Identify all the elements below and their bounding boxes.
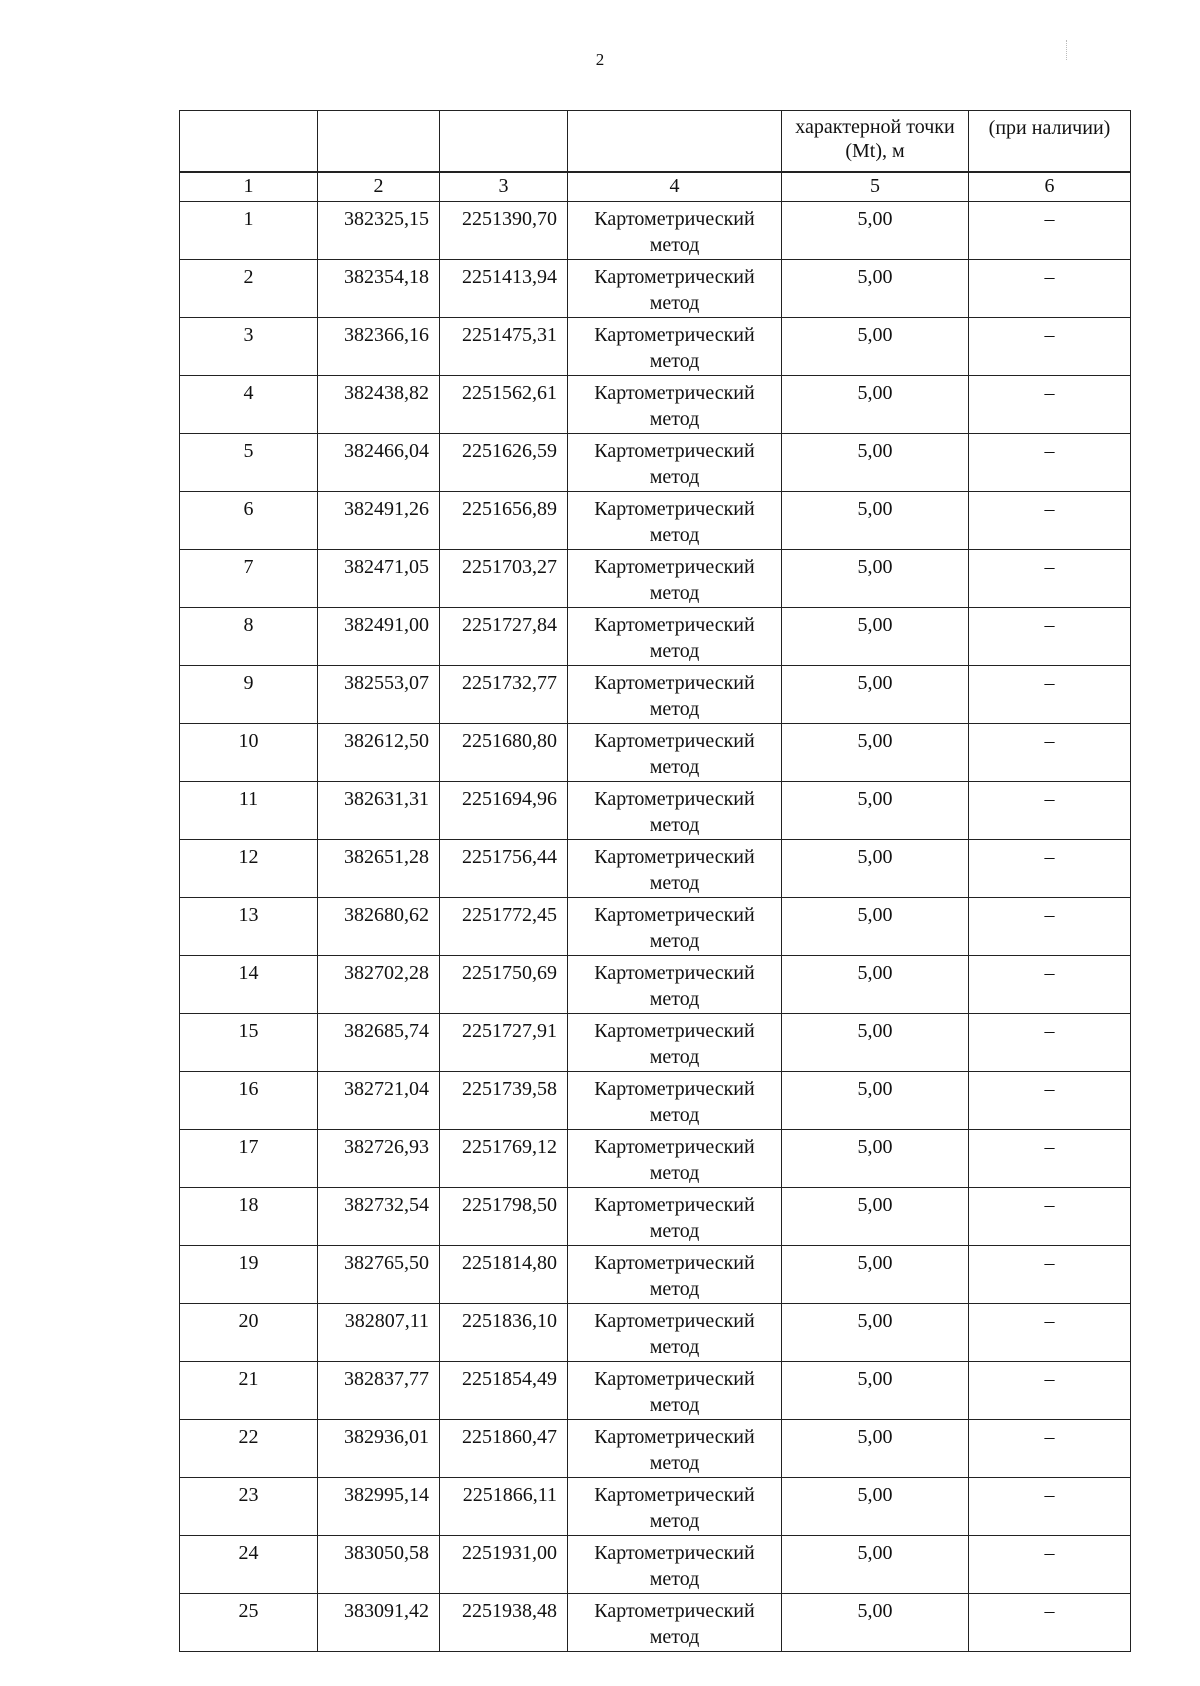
accuracy-cell: 5,00 xyxy=(782,202,969,260)
x-coordinate-cell: 382471,05 xyxy=(318,550,440,608)
x-coordinate-cell: 383050,58 xyxy=(318,1536,440,1594)
note-cell: – xyxy=(969,1246,1131,1304)
accuracy-cell: 5,00 xyxy=(782,318,969,376)
y-coordinate-cell: 2251562,61 xyxy=(440,376,568,434)
method-cell: Картометрический метод xyxy=(568,840,782,898)
note-cell: – xyxy=(969,898,1131,956)
note-cell: – xyxy=(969,1188,1131,1246)
table-row xyxy=(180,376,1131,434)
method-cell: Картометрический метод xyxy=(568,434,782,492)
x-coordinate-cell: 382553,07 xyxy=(318,666,440,724)
point-number-cell: 8 xyxy=(180,608,318,666)
column-number: 2 xyxy=(318,172,440,202)
y-coordinate-cell: 2251390,70 xyxy=(440,202,568,260)
column-number: 3 xyxy=(440,172,568,202)
method-cell: Картометрический метод xyxy=(568,1536,782,1594)
note-cell: – xyxy=(969,1304,1131,1362)
table-row xyxy=(180,1420,1131,1478)
note-cell: – xyxy=(969,202,1131,260)
point-number-cell: 23 xyxy=(180,1478,318,1536)
x-coordinate-cell: 382721,04 xyxy=(318,1072,440,1130)
method-cell: Картометрический метод xyxy=(568,1478,782,1536)
point-number-cell: 5 xyxy=(180,434,318,492)
table-row xyxy=(180,782,1131,840)
header-cell-accuracy: характерной точки (Mt), м xyxy=(782,111,969,173)
y-coordinate-cell: 2251727,91 xyxy=(440,1014,568,1072)
table-row xyxy=(180,666,1131,724)
note-cell: – xyxy=(969,1420,1131,1478)
point-number-cell: 13 xyxy=(180,898,318,956)
point-number-cell: 4 xyxy=(180,376,318,434)
coordinates-table xyxy=(179,110,1131,1652)
x-coordinate-cell: 382995,14 xyxy=(318,1478,440,1536)
note-cell: – xyxy=(969,724,1131,782)
point-number-cell: 18 xyxy=(180,1188,318,1246)
x-coordinate-cell: 382354,18 xyxy=(318,260,440,318)
x-coordinate-cell: 382680,62 xyxy=(318,898,440,956)
y-coordinate-cell: 2251739,58 xyxy=(440,1072,568,1130)
y-coordinate-cell: 2251750,69 xyxy=(440,956,568,1014)
point-number-cell: 9 xyxy=(180,666,318,724)
point-number-cell: 20 xyxy=(180,1304,318,1362)
y-coordinate-cell: 2251769,12 xyxy=(440,1130,568,1188)
method-cell: Картометрический метод xyxy=(568,1594,782,1652)
table-row xyxy=(180,608,1131,666)
table-row xyxy=(180,260,1131,318)
y-coordinate-cell: 2251732,77 xyxy=(440,666,568,724)
x-coordinate-cell: 383091,42 xyxy=(318,1594,440,1652)
note-cell: – xyxy=(969,1014,1131,1072)
method-cell: Картометрический метод xyxy=(568,608,782,666)
x-coordinate-cell: 382732,54 xyxy=(318,1188,440,1246)
table-row xyxy=(180,1188,1131,1246)
accuracy-cell: 5,00 xyxy=(782,666,969,724)
note-cell: – xyxy=(969,608,1131,666)
point-number-cell: 21 xyxy=(180,1362,318,1420)
x-coordinate-cell: 382837,77 xyxy=(318,1362,440,1420)
method-cell: Картометрический метод xyxy=(568,1420,782,1478)
x-coordinate-cell: 382438,82 xyxy=(318,376,440,434)
point-number-cell: 15 xyxy=(180,1014,318,1072)
accuracy-cell: 5,00 xyxy=(782,260,969,318)
y-coordinate-cell: 2251854,49 xyxy=(440,1362,568,1420)
table-row xyxy=(180,1130,1131,1188)
header-row xyxy=(180,111,1131,173)
table-row xyxy=(180,840,1131,898)
point-number-cell: 1 xyxy=(180,202,318,260)
header-cell-4 xyxy=(568,111,782,173)
table-row xyxy=(180,898,1131,956)
y-coordinate-cell: 2251413,94 xyxy=(440,260,568,318)
point-number-cell: 6 xyxy=(180,492,318,550)
accuracy-cell: 5,00 xyxy=(782,434,969,492)
accuracy-cell: 5,00 xyxy=(782,376,969,434)
table-row xyxy=(180,1594,1131,1652)
method-cell: Картометрический метод xyxy=(568,724,782,782)
y-coordinate-cell: 2251727,84 xyxy=(440,608,568,666)
x-coordinate-cell: 382491,26 xyxy=(318,492,440,550)
method-cell: Картометрический метод xyxy=(568,1130,782,1188)
note-cell: – xyxy=(969,376,1131,434)
method-cell: Картометрический метод xyxy=(568,318,782,376)
table-row xyxy=(180,1246,1131,1304)
table-row xyxy=(180,1362,1131,1420)
method-cell: Картометрический метод xyxy=(568,550,782,608)
page-number: 2 xyxy=(595,50,605,69)
note-cell: – xyxy=(969,1072,1131,1130)
x-coordinate-cell: 382726,93 xyxy=(318,1130,440,1188)
table-row xyxy=(180,1072,1131,1130)
method-cell: Картометрический метод xyxy=(568,376,782,434)
note-cell: – xyxy=(969,434,1131,492)
accuracy-cell: 5,00 xyxy=(782,1536,969,1594)
note-cell: – xyxy=(969,1594,1131,1652)
accuracy-cell: 5,00 xyxy=(782,1246,969,1304)
y-coordinate-cell: 2251656,89 xyxy=(440,492,568,550)
note-cell: – xyxy=(969,550,1131,608)
note-cell: – xyxy=(969,956,1131,1014)
method-cell: Картометрический метод xyxy=(568,1362,782,1420)
note-cell: – xyxy=(969,260,1131,318)
header-cell-3 xyxy=(440,111,568,173)
y-coordinate-cell: 2251798,50 xyxy=(440,1188,568,1246)
accuracy-cell: 5,00 xyxy=(782,1594,969,1652)
x-coordinate-cell: 382325,15 xyxy=(318,202,440,260)
point-number-cell: 3 xyxy=(180,318,318,376)
accuracy-cell: 5,00 xyxy=(782,1188,969,1246)
column-number: 1 xyxy=(180,172,318,202)
table-body xyxy=(180,111,1131,1652)
method-cell: Картометрический метод xyxy=(568,1014,782,1072)
method-cell: Картометрический метод xyxy=(568,1304,782,1362)
point-number-cell: 11 xyxy=(180,782,318,840)
x-coordinate-cell: 382631,31 xyxy=(318,782,440,840)
method-cell: Картометрический метод xyxy=(568,1072,782,1130)
header-cell-2 xyxy=(318,111,440,173)
note-cell: – xyxy=(969,492,1131,550)
x-coordinate-cell: 382936,01 xyxy=(318,1420,440,1478)
method-cell: Картометрический метод xyxy=(568,956,782,1014)
table-row xyxy=(180,1014,1131,1072)
method-cell: Картометрический метод xyxy=(568,1188,782,1246)
method-cell: Картометрический метод xyxy=(568,666,782,724)
point-number-cell: 12 xyxy=(180,840,318,898)
x-coordinate-cell: 382807,11 xyxy=(318,1304,440,1362)
y-coordinate-cell: 2251814,80 xyxy=(440,1246,568,1304)
method-cell: Картометрический метод xyxy=(568,260,782,318)
note-cell: – xyxy=(969,1536,1131,1594)
y-coordinate-cell: 2251860,47 xyxy=(440,1420,568,1478)
accuracy-cell: 5,00 xyxy=(782,550,969,608)
column-number: 5 xyxy=(782,172,969,202)
table-row xyxy=(180,434,1131,492)
x-coordinate-cell: 382466,04 xyxy=(318,434,440,492)
table-row xyxy=(180,550,1131,608)
point-number-cell: 7 xyxy=(180,550,318,608)
table-row xyxy=(180,1478,1131,1536)
x-coordinate-cell: 382685,74 xyxy=(318,1014,440,1072)
accuracy-cell: 5,00 xyxy=(782,1478,969,1536)
accuracy-cell: 5,00 xyxy=(782,492,969,550)
table-row xyxy=(180,1304,1131,1362)
y-coordinate-cell: 2251694,96 xyxy=(440,782,568,840)
y-coordinate-cell: 2251756,44 xyxy=(440,840,568,898)
y-coordinate-cell: 2251772,45 xyxy=(440,898,568,956)
note-cell: – xyxy=(969,1478,1131,1536)
note-cell: – xyxy=(969,1362,1131,1420)
accuracy-cell: 5,00 xyxy=(782,1072,969,1130)
table-row xyxy=(180,1536,1131,1594)
table-row xyxy=(180,724,1131,782)
note-cell: – xyxy=(969,1130,1131,1188)
point-number-cell: 16 xyxy=(180,1072,318,1130)
table-row xyxy=(180,318,1131,376)
scan-crop-mark xyxy=(1066,40,1067,60)
point-number-cell: 24 xyxy=(180,1536,318,1594)
y-coordinate-cell: 2251866,11 xyxy=(440,1478,568,1536)
method-cell: Картометрический метод xyxy=(568,492,782,550)
accuracy-cell: 5,00 xyxy=(782,724,969,782)
point-number-cell: 22 xyxy=(180,1420,318,1478)
column-number-row xyxy=(180,172,1131,202)
method-cell: Картометрический метод xyxy=(568,898,782,956)
table-row xyxy=(180,202,1131,260)
accuracy-cell: 5,00 xyxy=(782,608,969,666)
y-coordinate-cell: 2251703,27 xyxy=(440,550,568,608)
method-cell: Картометрический метод xyxy=(568,782,782,840)
column-number: 6 xyxy=(969,172,1131,202)
method-cell: Картометрический метод xyxy=(568,1246,782,1304)
y-coordinate-cell: 2251475,31 xyxy=(440,318,568,376)
note-cell: – xyxy=(969,318,1131,376)
note-cell: – xyxy=(969,840,1131,898)
header-cell-1 xyxy=(180,111,318,173)
accuracy-cell: 5,00 xyxy=(782,956,969,1014)
header-cell-note: (при наличии) xyxy=(969,111,1131,173)
x-coordinate-cell: 382366,16 xyxy=(318,318,440,376)
accuracy-cell: 5,00 xyxy=(782,898,969,956)
point-number-cell: 2 xyxy=(180,260,318,318)
accuracy-cell: 5,00 xyxy=(782,1304,969,1362)
method-cell: Картометрический метод xyxy=(568,202,782,260)
accuracy-cell: 5,00 xyxy=(782,840,969,898)
y-coordinate-cell: 2251938,48 xyxy=(440,1594,568,1652)
column-number: 4 xyxy=(568,172,782,202)
point-number-cell: 19 xyxy=(180,1246,318,1304)
y-coordinate-cell: 2251626,59 xyxy=(440,434,568,492)
accuracy-cell: 5,00 xyxy=(782,782,969,840)
accuracy-cell: 5,00 xyxy=(782,1130,969,1188)
point-number-cell: 10 xyxy=(180,724,318,782)
y-coordinate-cell: 2251836,10 xyxy=(440,1304,568,1362)
table-row xyxy=(180,492,1131,550)
y-coordinate-cell: 2251680,80 xyxy=(440,724,568,782)
x-coordinate-cell: 382651,28 xyxy=(318,840,440,898)
accuracy-cell: 5,00 xyxy=(782,1362,969,1420)
accuracy-cell: 5,00 xyxy=(782,1420,969,1478)
note-cell: – xyxy=(969,666,1131,724)
accuracy-cell: 5,00 xyxy=(782,1014,969,1072)
x-coordinate-cell: 382491,00 xyxy=(318,608,440,666)
table-row xyxy=(180,956,1131,1014)
point-number-cell: 25 xyxy=(180,1594,318,1652)
y-coordinate-cell: 2251931,00 xyxy=(440,1536,568,1594)
note-cell: – xyxy=(969,782,1131,840)
point-number-cell: 14 xyxy=(180,956,318,1014)
x-coordinate-cell: 382765,50 xyxy=(318,1246,440,1304)
point-number-cell: 17 xyxy=(180,1130,318,1188)
x-coordinate-cell: 382612,50 xyxy=(318,724,440,782)
x-coordinate-cell: 382702,28 xyxy=(318,956,440,1014)
